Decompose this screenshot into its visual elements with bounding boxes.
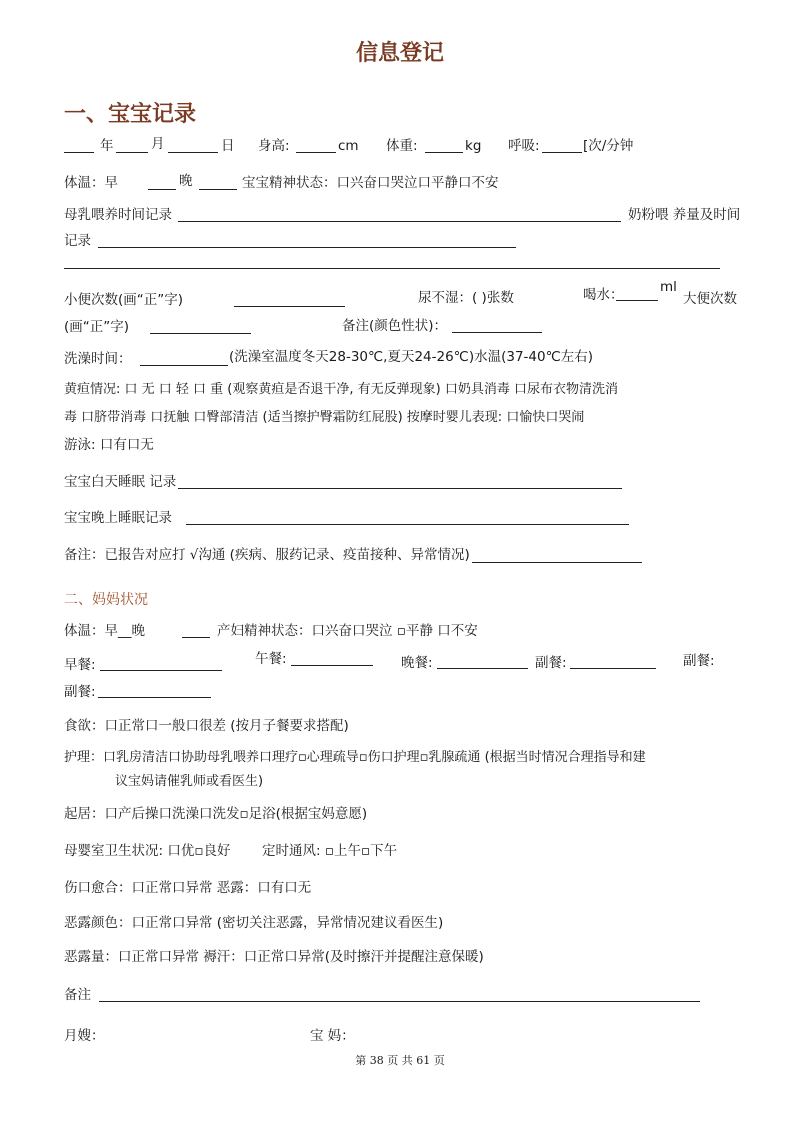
day-field[interactable] xyxy=(168,152,218,153)
care-options-line-1[interactable]: 护理：口乳房清洁口协助母乳喂养口理疗▫心理疏导▫伤口护理▫乳腺疏通 (根据当时情况合理指导和建 xyxy=(64,750,646,765)
dinner-label: 晚餐: xyxy=(401,655,433,671)
mom-note-field[interactable] xyxy=(99,1001,700,1002)
height-label: 身高: xyxy=(258,138,290,154)
ventilation-options[interactable]: 定时通风: ▫上午▫下午 xyxy=(262,843,398,859)
stool-cont-label: (画“正”字) xyxy=(64,319,130,335)
mom-temp-field[interactable] xyxy=(182,637,210,638)
year-label: 年 xyxy=(100,138,114,154)
month-label: 月 xyxy=(151,136,165,152)
baby-temp-label: 体温：早 xyxy=(64,175,118,191)
jaundice-line-1[interactable]: 黄疸情况: 口 无 口 轻 口 重 (观察黄疸是否退干净, 有无反弹现象) 口奶具消毒 口尿布衣物清洗消 xyxy=(64,382,618,397)
lunch-field[interactable] xyxy=(291,665,373,666)
mom-note-label: 备注 xyxy=(64,987,91,1003)
baby-section-heading: 一、宝宝记录 xyxy=(64,102,197,127)
water-label: 喝水： xyxy=(583,287,624,303)
wound-options[interactable]: 伤口愈合：口正常口异常 恶露：口有口无 xyxy=(64,880,312,896)
baby-note-field[interactable] xyxy=(472,562,642,563)
formula-field[interactable] xyxy=(98,247,516,248)
snack-label-2: 副餐: xyxy=(683,653,715,669)
day-label: 日 xyxy=(221,138,235,154)
breakfast-label: 早餐: xyxy=(64,657,96,673)
breath-unit: [次/分钟 xyxy=(583,138,634,154)
snack-label-3: 副餐: xyxy=(64,684,96,700)
mom-section-heading: 二、妈妈状况 xyxy=(64,592,148,608)
bath-field[interactable] xyxy=(140,365,228,366)
weight-field[interactable] xyxy=(425,152,463,153)
month-field[interactable] xyxy=(116,152,148,153)
water-field[interactable] xyxy=(616,300,658,301)
baby-note-label: 备注：已报告对应打 √沟通 (疾病、服药记录、疫苗接种、异常情况) xyxy=(64,547,470,563)
mom-spirit-options[interactable]: 产妇精神状态：口兴奋口哭泣 ▫平静 口不安 xyxy=(217,623,478,639)
living-options[interactable]: 起居：口产后操口洗澡口洗发▫足浴(根据宝妈意愿) xyxy=(64,806,368,822)
breath-label: 呼吸: xyxy=(508,138,540,154)
water-unit: ml xyxy=(660,279,677,295)
appetite-options[interactable]: 食欲：口正常口一般口很差 (按月子餐要求搭配) xyxy=(64,718,349,734)
lunch-label: 午餐: xyxy=(255,651,287,667)
nanny-signature-label: 月嫂： xyxy=(64,1028,105,1044)
urine-field[interactable] xyxy=(234,306,345,307)
swim-options[interactable]: 游泳: 口有口无 xyxy=(64,437,154,453)
formula-extra-line[interactable] xyxy=(64,268,720,269)
breath-field[interactable] xyxy=(542,152,582,153)
page-footer: 第 38 页 共 61 页 xyxy=(355,1054,445,1067)
snack-field-3[interactable] xyxy=(98,697,211,698)
snack-label-1: 副餐: xyxy=(535,655,567,671)
stool-label: 大便次数 xyxy=(683,291,737,307)
care-options-line-2: 议宝妈请催乳师或看医生) xyxy=(115,774,264,789)
year-field[interactable] xyxy=(64,152,94,153)
snack-field-1[interactable] xyxy=(570,668,656,669)
baby-temp-evening-label: 晚 xyxy=(179,173,193,189)
height-field[interactable] xyxy=(296,152,336,153)
dinner-field[interactable] xyxy=(437,668,528,669)
weight-label: 体重: xyxy=(386,138,418,154)
night-sleep-field[interactable] xyxy=(186,524,629,525)
hygiene-options[interactable]: 母婴室卫生状况: 口优▫良好 xyxy=(64,843,231,859)
baby-spirit-options[interactable]: 宝宝精神状态：口兴奋口哭泣口平静口不安 xyxy=(242,175,499,191)
breastfeed-label: 母乳喂养时间记录 xyxy=(64,207,172,223)
day-sleep-label: 宝宝白天睡眠 记录 xyxy=(64,474,177,490)
page-title: 信息登记 xyxy=(355,41,444,66)
breakfast-field[interactable] xyxy=(100,670,222,671)
urine-label: 小便次数(画“正”字) xyxy=(64,292,184,308)
jaundice-line-2[interactable]: 毒 口脐带消毒 口抚触 口臀部清洁 (适当擦护臀霜防红屁股) 按摩时婴儿表现: 口愉快口哭闹 xyxy=(64,410,585,425)
bath-label: 洗澡时间： xyxy=(64,351,132,367)
stool-note-label: 备注(颜色性状)： xyxy=(342,318,448,334)
baby-temp-evening-field[interactable] xyxy=(199,189,237,190)
record-label: 记录 xyxy=(64,233,91,249)
night-sleep-label: 宝宝晚上睡眠记录 xyxy=(64,510,172,526)
height-unit: cm xyxy=(338,138,359,154)
mother-signature-label: 宝 妈： xyxy=(310,1028,355,1044)
breastfeed-field[interactable] xyxy=(178,221,621,222)
mom-temp-label: 体温：早__晚 xyxy=(64,623,145,639)
stool-field[interactable] xyxy=(150,333,251,334)
lochia-color-options[interactable]: 恶露颜色：口正常口异常 (密切关注恶露，异常情况建议看医生) xyxy=(64,915,444,931)
formula-label: 奶粉喂 养量及时间 xyxy=(628,207,741,223)
lochia-amount-options[interactable]: 恶露量：口正常口异常 褥汗：口正常口异常(及时擦汗并提醒注意保暖) xyxy=(64,949,484,965)
diaper-label: 尿不湿：( )张数 xyxy=(418,290,514,306)
weight-unit: kg xyxy=(465,138,482,154)
stool-note-field[interactable] xyxy=(452,332,542,333)
day-sleep-field[interactable] xyxy=(178,488,622,489)
bath-note: (洗澡室温度冬天28-30℃,夏天24-26℃)水温(37-40℃左右) xyxy=(229,349,594,365)
baby-temp-morning-field[interactable] xyxy=(148,189,176,190)
